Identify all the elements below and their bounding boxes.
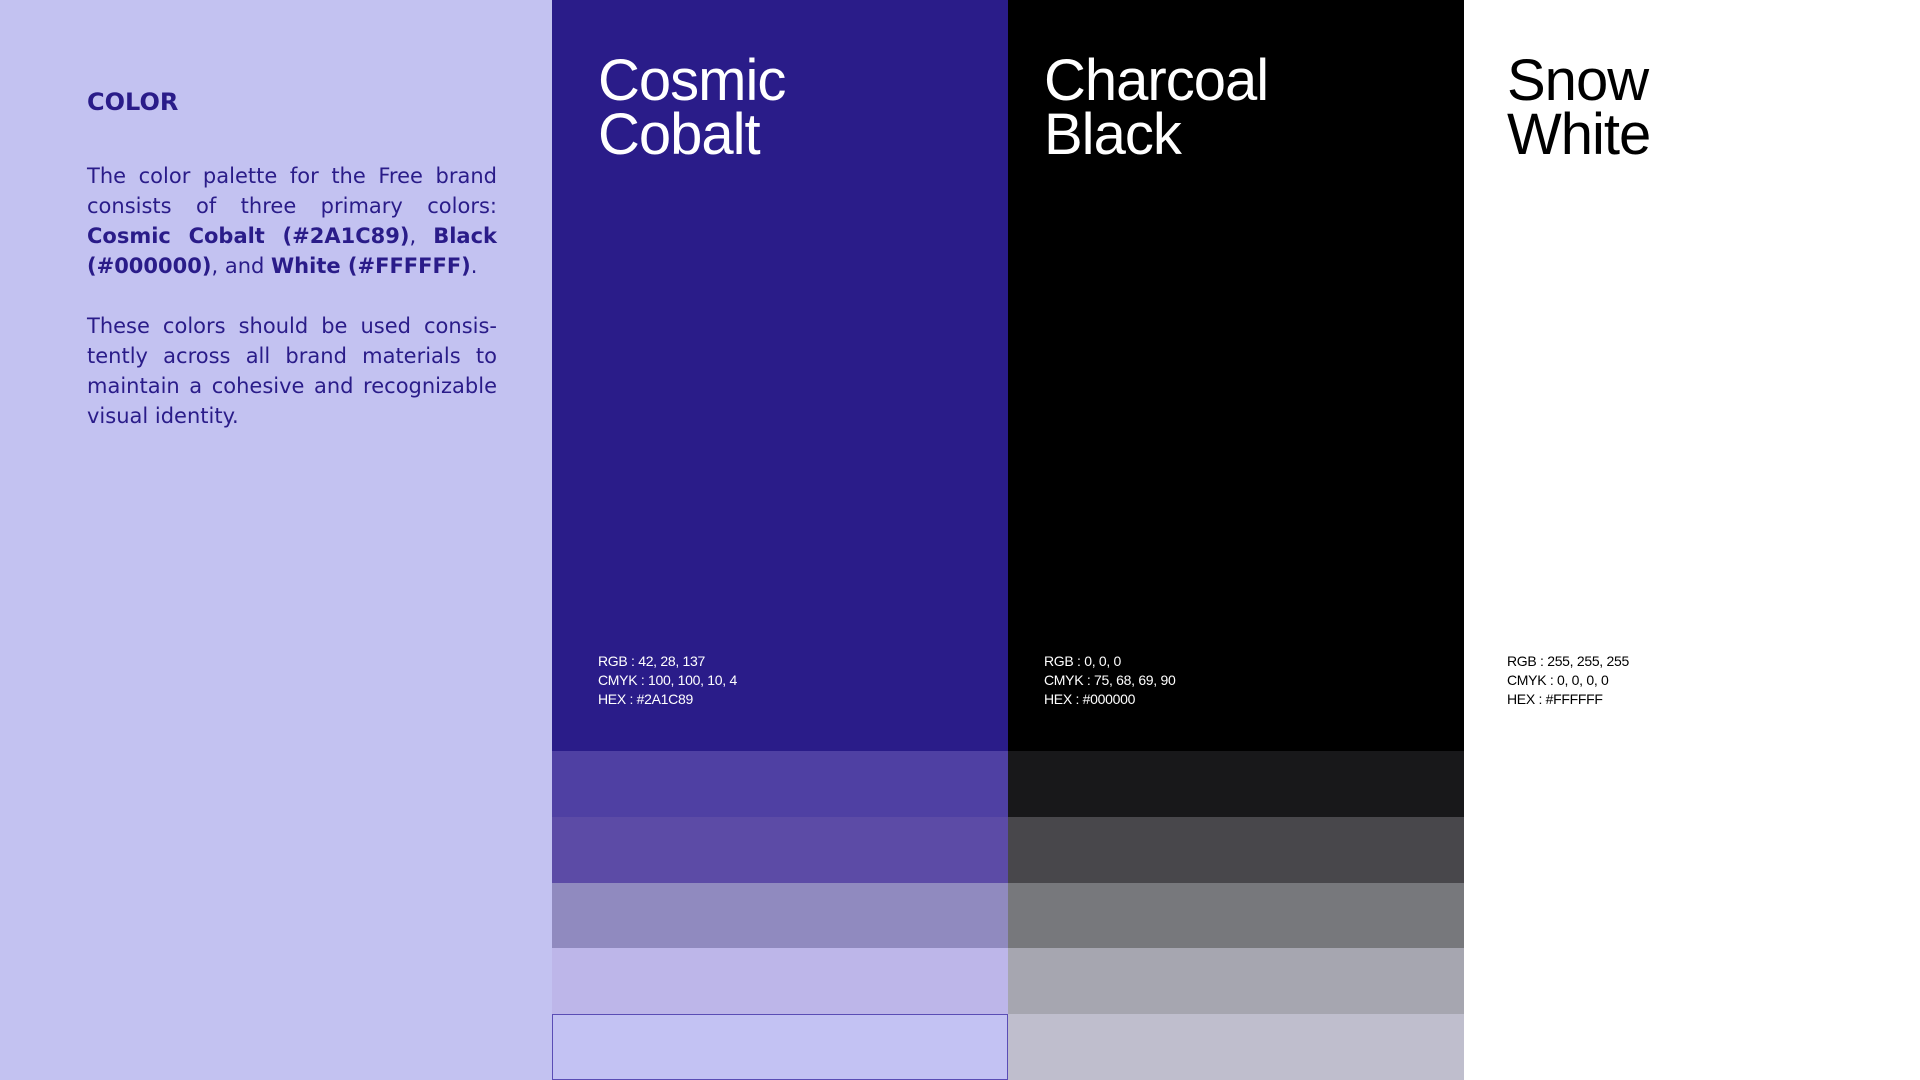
tint-swatch [552, 1014, 1008, 1080]
tint-swatch [552, 817, 1008, 883]
usage-guidance: These colors should be used consis-tently across all brand materials to maintain a cohesive and recognizable visual identity. [87, 314, 497, 428]
palette-period: . [470, 254, 478, 278]
color-name-line1: Charcoal [1044, 48, 1269, 113]
color-column-snow-white [1464, 0, 1920, 1080]
color-name-line2: Cobalt [598, 102, 760, 167]
tint-scale [1008, 751, 1464, 1080]
hex-value: HEX : #2A1C89 [598, 691, 693, 707]
color-column-charcoal-black [1008, 0, 1464, 1080]
palette-color-black: Black (#000000) [87, 224, 497, 278]
color-column-cosmic-cobalt [552, 0, 1008, 1080]
tint-swatch [1008, 1014, 1464, 1080]
palette-color-white: White (#FFFFFF) [271, 254, 471, 278]
tint-swatch [1008, 751, 1464, 817]
color-name-line2: Black [1044, 102, 1181, 167]
tint-swatch [1008, 817, 1464, 883]
rgb-value: RGB : 42, 28, 137 [598, 653, 705, 669]
rgb-value: RGB : 255, 255, 255 [1507, 653, 1629, 669]
color-name-line1: Cosmic [598, 48, 786, 113]
tint-swatch [1008, 883, 1464, 949]
tint-scale [552, 751, 1008, 1080]
color-name-line2: White [1507, 102, 1651, 167]
color-specs [598, 652, 737, 709]
hex-value: HEX : #000000 [1044, 691, 1136, 707]
section-heading: COLOR [87, 88, 179, 116]
hex-value: HEX : #FFFFFF [1507, 691, 1603, 707]
color-specs [1507, 652, 1629, 709]
color-intro-panel [0, 0, 552, 1080]
palette-description-lead: The color palette for the Free brand consists of three primary colors: [87, 164, 497, 218]
color-specs [1044, 652, 1175, 709]
rgb-value: RGB : 0, 0, 0 [1044, 653, 1122, 669]
palette-description [87, 161, 497, 281]
color-name [598, 48, 786, 167]
tint-swatch [552, 948, 1008, 1014]
palette-color-cobalt: Cosmic Cobalt (#2A1C89) [87, 224, 410, 248]
palette-separator: , and [211, 254, 272, 278]
cmyk-value: CMYK : 75, 68, 69, 90 [1044, 672, 1176, 688]
tint-swatch [552, 751, 1008, 817]
color-name [1044, 48, 1269, 167]
tint-swatch [1008, 948, 1464, 1014]
palette-separator: , [409, 224, 434, 248]
color-name [1507, 48, 1651, 167]
tint-swatch [552, 883, 1008, 949]
color-name-line1: Snow [1507, 48, 1649, 113]
cmyk-value: CMYK : 100, 100, 10, 4 [598, 672, 737, 688]
cmyk-value: CMYK : 0, 0, 0, 0 [1507, 672, 1609, 688]
